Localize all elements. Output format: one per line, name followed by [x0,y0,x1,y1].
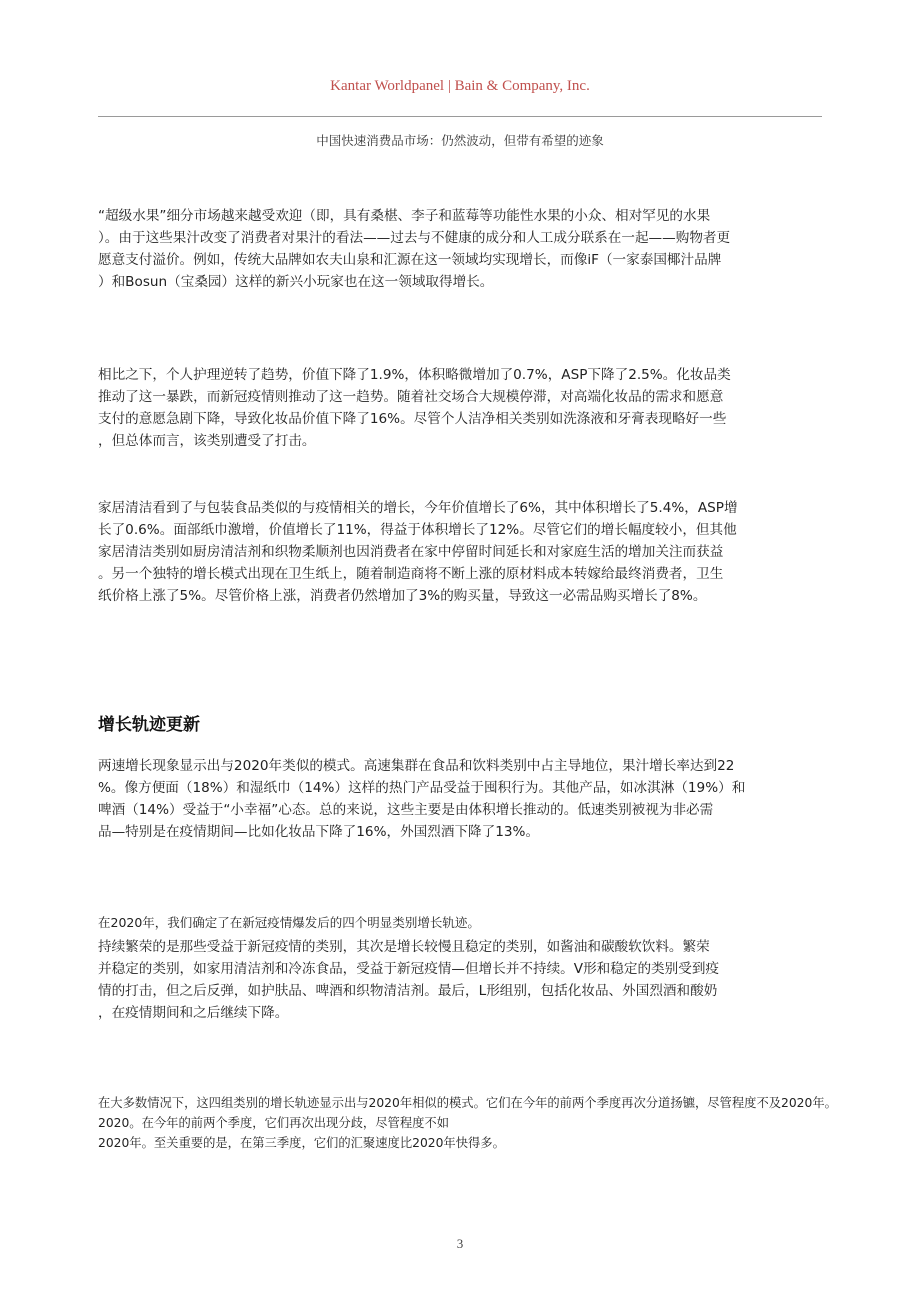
text-line: ）和Bosun（宝桑园）这样的新兴小玩家也在这一领域取得增长。 [98,274,494,290]
section-heading: 增长轨迹更新 [98,715,200,735]
text-line: ，在疫情期间和之后继续下降。 [98,1005,289,1021]
paragraph-home-care [98,497,826,607]
text-line: 长了0.6%。面部纸巾激增，价值增长了11%，得益于体积增长了12%。尽管它们的增长幅度较小，但其他 [98,522,737,538]
page-number: 3 [456,1236,464,1251]
text-line: 家居清洁看到了与包装食品类似的与疫情相关的增长，今年价值增长了6%，其中体积增长了5.4%，ASP增 [98,500,738,516]
text-line: “超级水果”细分市场越来越受欢迎（即，具有桑椹、李子和蓝莓等功能性水果的小众、相对罕见的水果 [98,208,711,224]
text-line: 2020。在今年的前两个季度，它们再次出现分歧，尽管程度不如 [98,1116,450,1130]
text-line: ）。由于这些果汁改变了消费者对果汁的看法——过去与不健康的成分和人工成分联系在一起——购物者更 [98,230,731,246]
text-line: 愿意支付溢价。例如，传统大品牌如农夫山泉和汇源在这一领域均实现增长，而像iF（一家泰国椰汁品牌 [98,252,722,268]
text-line: %。像方便面（18%）和湿纸巾（14%）这样的热门产品受益于囤积行为。其他产品，如冰淇淋（19%）和 [98,780,746,796]
header-divider [98,116,822,117]
paragraph-convergence [98,1093,837,1153]
text-line: 情的打击，但之后反弹，如护肤品、啤酒和织物清洁剂。最后，L形组别，包括化妆品、外国烈酒和酸奶 [98,983,718,999]
text-line: 2020年。至关重要的是，在第三季度，它们的汇聚速度比2020年快得多。 [98,1136,505,1150]
text-line: 在2020年，我们确定了在新冠疫情爆发后的四个明显类别增长轨迹。 [98,915,480,930]
text-line: 两速增长现象显示出与2020年类似的模式。高速集群在食品和饮料类别中占主导地位，果汁增长率达到22 [98,758,735,774]
paragraph-superfruit [98,205,826,293]
paragraph-trajectories-intro [98,913,480,933]
text-line: 并稳定的类别，如家用清洁剂和冷冻食品，受益于新冠疫情—但增长并不持续。V形和稳定的类别受到疫 [98,961,720,977]
text-line: 相比之下，个人护理逆转了趋势，价值下降了1.9%，体积略微增加了0.7%，ASP下降了2.5%。化妆品类 [98,367,731,383]
text-line: 。另一个独特的增长模式出现在卫生纸上，随着制造商将不断上涨的原材料成本转嫁给最终消费者，卫生 [98,566,724,582]
paragraph-personal-care [98,364,826,452]
text-line: 推动了这一暴跌，而新冠疫情则推动了这一趋势。随着社交场合大规模停滞，对高端化妆品的需求和愿意 [98,389,724,405]
paragraph-two-speed-growth [98,755,826,843]
text-line: 支付的意愿急剧下降，导致化妆品价值下降了16%。尽管个人洁净相关类别如洗涤液和牙膏表现略好一些 [98,411,727,427]
report-source-header: Kantar Worldpanel | Bain & Company, Inc. [330,78,590,94]
report-subtitle: 中国快速消费品市场：仍然波动，但带有希望的迹象 [316,133,604,148]
paragraph-four-trajectories [98,936,826,1024]
text-line: 持续繁荣的是那些受益于新冠疫情的类别，其次是增长较慢且稳定的类别，如酱油和碳酸软饮料。繁荣 [98,939,710,955]
text-line: 家居清洁类别如厨房清洁剂和织物柔顺剂也因消费者在家中停留时间延长和对家庭生活的增加关注而获益 [98,544,724,560]
text-line: 品—特别是在疫情期间—比如化妆品下降了16%，外国烈酒下降了13%。 [98,824,540,840]
text-line: ，但总体而言，该类别遭受了打击。 [98,433,316,449]
text-line: 纸价格上涨了5%。尽管价格上涨，消费者仍然增加了3%的购买量，导致这一必需品购买增长了8%。 [98,588,707,604]
text-line: 啤酒（14%）受益于“小幸福”心态。总的来说，这些主要是由体积增长推动的。低速类别被视为非必需 [98,802,714,818]
text-line: 在大多数情况下，这四组类别的增长轨迹显示出与2020年相似的模式。它们在今年的前两个季度再次分道扬镳，尽管程度不及2020年。 [98,1096,837,1110]
